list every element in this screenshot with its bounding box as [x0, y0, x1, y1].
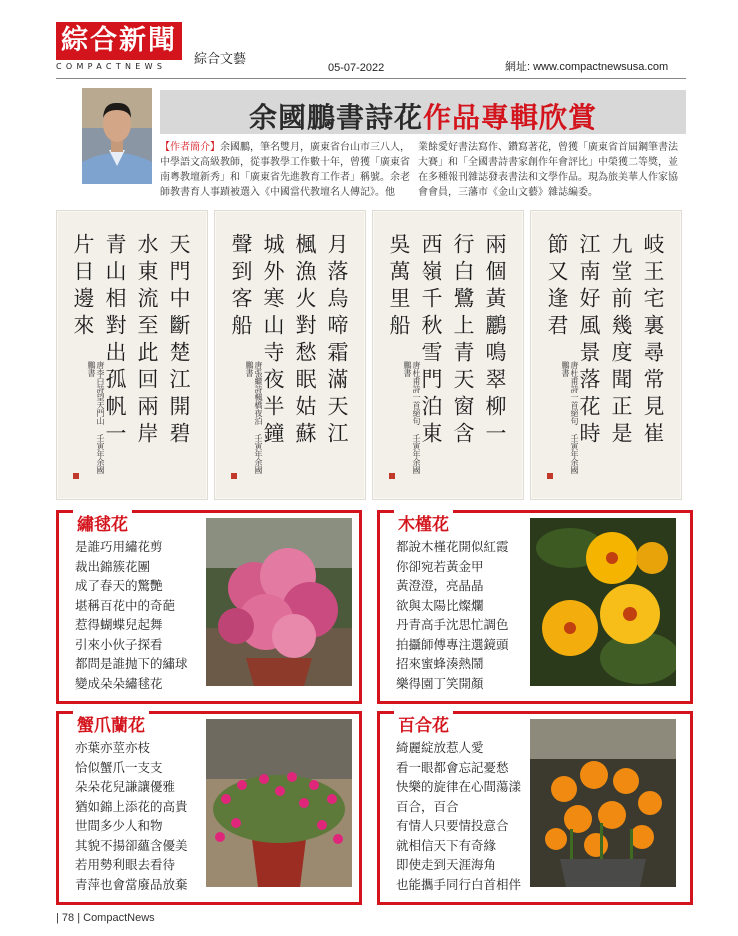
author-bio-right: 業餘愛好書法寫作、鑽寫著花，曾獲「廣東省首屆鋼筆書法大賽」和「全國書詩書家創作年會評比」中榮獲二等獎，並在多種報刊雜誌發表書法和文學作品。現為旅美華人作家協會會員，三藩市《金山文藝》雜誌編委。 — [418, 142, 678, 198]
poem-line: 裁出錦簇花團 — [75, 558, 151, 574]
poem-line: 恰似蟹爪一支支 — [75, 759, 163, 775]
poem-line: 猶如錦上添花的高貴 — [75, 798, 188, 814]
website: 網址: www.compactnewsusa.com — [505, 61, 669, 73]
poem-line: 丹青高手沈思忙調色 — [396, 617, 509, 632]
hydrangea-photo — [206, 518, 352, 686]
poem-line: 快樂的旋律在心間蕩漾 — [396, 779, 522, 794]
page-title-highlight: 作品專輯欣賞 — [423, 101, 598, 134]
scroll-column: 月落烏啼霜滿天江 — [325, 233, 349, 449]
scroll-column: 片日邊來 — [71, 233, 95, 341]
seal-stamp — [73, 473, 79, 479]
scroll-column: 青山相對出孤帆一 — [103, 233, 127, 449]
poem-line: 即使走到天涯海角 — [396, 857, 497, 872]
scroll-column: 岐王宅裏尋常見崔 — [641, 233, 665, 449]
scroll-column: 九堂前幾度聞正是 — [609, 233, 633, 449]
poem-line: 世間多少人和物 — [75, 818, 163, 833]
poem-line: 招來蜜蜂湊熱鬧 — [396, 656, 484, 671]
logo: 綜合新聞 — [56, 22, 182, 60]
poem-line: 就相信天下有奇緣 — [396, 837, 497, 853]
poem-line: 是誰巧用繡花剪 — [75, 539, 163, 554]
hibiscus-photo — [530, 518, 676, 686]
calligraphy-scroll-2 — [214, 210, 366, 500]
poem-line: 引來小伙子探看 — [75, 636, 163, 652]
scroll-column: 節又逢君 — [545, 233, 569, 341]
seal-stamp — [231, 473, 237, 479]
calligraphy-scroll-3 — [372, 210, 524, 500]
poem-line: 有情人只要情投意合 — [396, 818, 509, 833]
page-footer: | 78 | CompactNews — [56, 912, 155, 924]
lily-photo — [530, 719, 676, 887]
poem-line: 你卻宛若黃金甲 — [396, 558, 484, 574]
scroll-column: 楓漁火對愁眠姑蘇 — [293, 233, 317, 449]
scroll-column: 西嶺千秋雪門泊東 — [419, 233, 443, 449]
scroll-inscription: 唐張繼詩楓橋夜泊 壬寅年余國鵬書 — [245, 361, 263, 474]
poem-line: 看一眼都會忘記憂愁 — [396, 759, 509, 775]
poem-line: 青萍也會當廢品放棄 — [75, 876, 188, 892]
seal-stamp — [389, 473, 395, 479]
flower-title: 百合花 — [394, 711, 453, 736]
poem-line: 黃澄澄，亮晶晶 — [396, 578, 484, 593]
poem-line: 朵朵花兒謙讓優雅 — [75, 779, 176, 794]
poem-line: 亦葉亦莖亦枝 — [75, 740, 151, 755]
poem-line: 堪稱百花中的奇葩 — [75, 597, 176, 613]
scroll-inscription: 唐杜甫詩一首絕句 壬寅年余國鵬書 — [561, 361, 579, 474]
page-title: 余國鵬書詩花作品專輯欣賞 — [248, 101, 598, 134]
bio-tag: 【作者簡介】 — [160, 142, 220, 153]
calligraphy-scroll-1 — [56, 210, 208, 500]
section-name: 綜合文藝 — [194, 52, 247, 67]
scroll-column: 水東流至此回兩岸 — [135, 233, 159, 449]
scroll-column: 江南好風景落花時 — [577, 233, 601, 449]
flower-title: 繡毬花 — [73, 510, 132, 535]
poem-line: 若用勢利眼去看待 — [75, 857, 176, 872]
flower-title: 木槿花 — [394, 510, 453, 535]
poem-line: 樂得園丁笑開顏 — [396, 675, 484, 691]
author-bio-left: 【作者簡介】余國鵬，筆名雙月，廣東省台山市三八人，中學語文高級教師，從事教學工作數十年，曾獲「廣東省南粵教壇新秀」和「廣東省先進教育工作者」稱號。余老師教書育人事蹟被選入《中國當代教壇名人傳記》。他 — [160, 142, 410, 198]
poem-line: 百合，百合 — [396, 798, 459, 814]
scroll-inscription: 唐杜甫詩一首絕句 壬寅年余國鵬書 — [403, 361, 421, 474]
poem-line: 都說木槿花開似紅霞 — [396, 539, 509, 554]
header-rule — [56, 78, 686, 79]
seal-stamp — [547, 473, 553, 479]
scroll-column: 聲到客船 — [229, 233, 253, 341]
scroll-column: 兩個黃鸝鳴翠柳一 — [483, 233, 507, 449]
poem-line: 惹得蝴蝶兒起舞 — [75, 617, 163, 632]
author-portrait — [82, 88, 152, 184]
flower-title: 蟹爪蘭花 — [73, 711, 149, 736]
poem-line: 欲與太陽比燦爛 — [396, 597, 484, 613]
logo-subtitle: COMPACTNEWS — [56, 62, 167, 71]
poem-line: 拍攝師傅專注選鏡頭 — [396, 636, 509, 652]
calligraphy-scroll-4 — [530, 210, 682, 500]
scroll-column: 天門中斷楚江開碧 — [167, 233, 191, 449]
poem-line: 都問是誰抛下的繡球 — [75, 656, 188, 671]
christmas-cactus-photo — [206, 719, 352, 887]
poem-line: 變成朵朵繡毬花 — [75, 675, 163, 691]
issue-date: 05-07-2022 — [328, 62, 385, 74]
scroll-inscription: 唐李白詩望天門山 壬寅年余國鵬書 — [87, 361, 105, 474]
scroll-column: 吳萬里船 — [387, 233, 411, 341]
scroll-column: 城外寒山寺夜半鐘 — [261, 233, 285, 449]
poem-line: 也能攜手同行白首相伴 — [396, 876, 522, 892]
poem-line: 綺麗綻放惹人愛 — [396, 740, 484, 755]
scroll-column: 行白鷺上青天窗含 — [451, 233, 475, 449]
poem-line: 其貌不揚卻蘊含優美 — [75, 837, 188, 853]
poem-line: 成了春天的驚艷 — [75, 578, 163, 593]
